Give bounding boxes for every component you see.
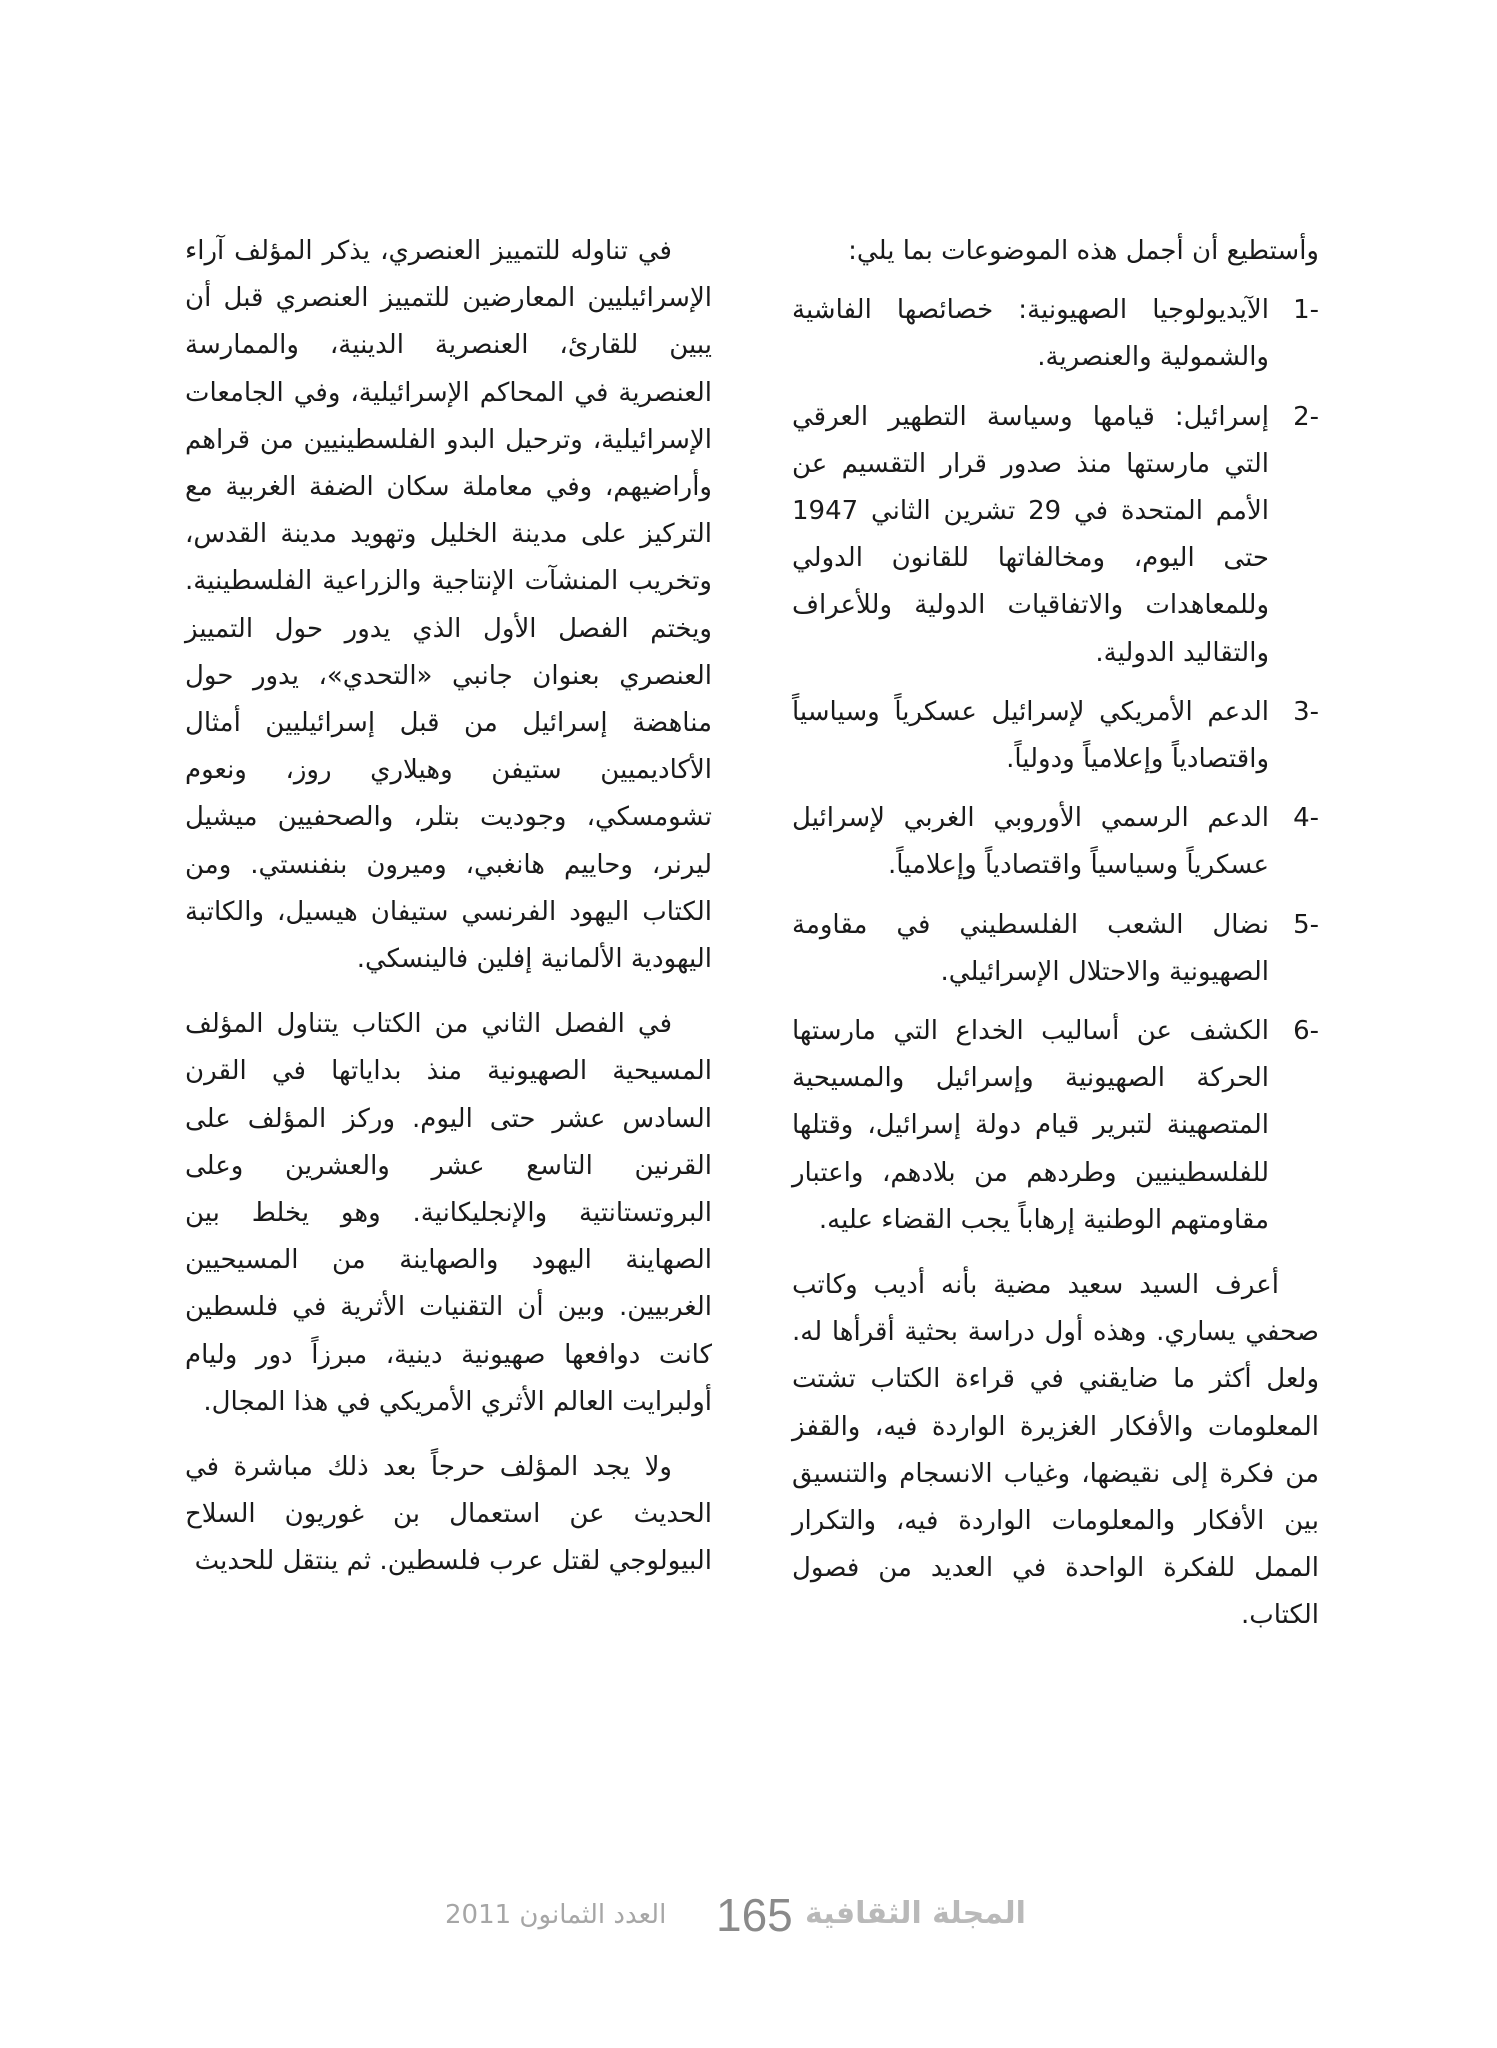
list-item	[792, 287, 1319, 381]
list-text: الدعم الأمريكي لإسرائيل عسكرياً وسياسياً واقتصادياً وإعلامياً ودولياً.	[792, 696, 1269, 775]
list-item	[792, 689, 1319, 783]
list-number: 5-	[1293, 909, 1319, 940]
list-text: الآيديولوجيا الصهيونية: خصائصها الفاشية والشمولية والعنصرية.	[792, 295, 1269, 373]
paragraph: في الفصل الثاني من الكتاب يتناول المؤلف المسيحية الصهيونية منذ بداياتها في القرن السادس عشر حتى اليوم. وركز المؤلف على القرنين التاسع عشر والعشرين وعلى البروتستانتية والإنجليكانية. وهو يخلط بين الصهاينة اليهود والصهاينة من المسيحيين الغربيين. وبين أن التقنيات الأثرية في فلسطين كانت دوافعها صهيونية دينية، مبرزاً دور وليام أولبرايت العالم الأثري الأمريكي في هذا المجال.	[185, 1009, 712, 1417]
paragraph: في تناوله للتمييز العنصري، يذكر المؤلف آراء الإسرائيليين المعارضين للتمييز العنصري قبل أن يبين للقارئ، العنصرية الدينية، والممارسة العنصرية في المحاكم الإسرائيلية، وفي الجامعات الإسرائيلية، وترحيل البدو الفلسطينيين من قراهم وأراضيهم، وفي معاملة سكان الضفة الغربية مع التركيز على مدينة الخليل وتهويد مدينة القدس، وتخريب المنشآت الإنتاجية والزراعية الفلسطينية. ويختم الفصل الأول الذي يدور حول التمييز العنصري بعنوان جانبي «التحدي»، يدور حول مناهضة إسرائيل من قبل إسرائيليين أمثال الأكاديميين ستيفن وهيلاري روز، ونعوم تشومسكي، وجوديت بتلر، والصحفيين ميشيل ليرنر، وحاييم هانغبي، وميرون بنفنستي. ومن الكتاب اليهود الفرنسي ستيفان هيسيل، والكاتبة اليهودية الألمانية إفلين فالينسكي.	[185, 236, 712, 975]
closing-paragraph: أعرف السيد سعيد مضية بأنه أديب وكاتب صحفي يساري. وهذه أول دراسة بحثية أقرأها له. ولعل أكثر ما ضايقني في قراءة الكتاب تشتت المعلومات والأفكار الغزيرة الواردة فيه، والقفز من فكرة إلى نقيضها، وغياب الانسجام والتنسيق بين الأفكار والمعلومات الواردة فيه، والتكرار الممل للفكرة الواحدة في العديد من فصول الكتاب.	[792, 1270, 1319, 1631]
right-column	[792, 228, 1319, 1640]
issue-label: العدد الثمانون 2011	[445, 1900, 667, 1930]
page-footer	[0, 1888, 1497, 1948]
list-item	[792, 1008, 1319, 1244]
list-number: 6-	[1293, 1016, 1319, 1047]
list-number: 1-	[1293, 295, 1319, 326]
list-item	[792, 394, 1319, 677]
list-item	[792, 795, 1319, 889]
page-number: 165	[716, 1889, 793, 1941]
list-number: 3-	[1293, 696, 1319, 727]
left-column	[185, 228, 712, 1586]
topics-list	[792, 287, 1319, 1244]
magazine-name: المجلة الثقافية	[805, 1896, 1026, 1931]
list-text: نضال الشعب الفلسطيني في مقاومة الصهيونية والاحتلال الإسرائيلي.	[792, 909, 1269, 987]
paragraph: ولا يجد المؤلف حرجاً بعد ذلك مباشرة في الحديث عن استعمال بن غوريون السلاح البيولوجي لقتل عرب فلسطين. ثم ينتقل للحديث	[185, 1452, 712, 1577]
list-text: الدعم الرسمي الأوروبي الغربي لإسرائيل عسكرياً وسياسياً واقتصادياً وإعلامياً.	[792, 803, 1269, 881]
list-item	[792, 902, 1319, 996]
list-text: إسرائيل: قيامها وسياسة التطهير العرقي التي مارستها منذ صدور قرار التقسيم عن الأمم المتحدة في 29 تشرين الثاني 1947 حتى اليوم، ومخالفاتها للقانون الدولي وللمعاهدات والاتفاقيات الدولية وللأعراف والتقاليد الدولية.	[792, 401, 1269, 668]
list-number: 4-	[1293, 803, 1319, 834]
list-number: 2-	[1293, 401, 1319, 432]
list-intro: وأستطيع أن أجمل هذه الموضوعات بما يلي:	[848, 236, 1319, 266]
list-text: الكشف عن أساليب الخداع التي مارستها الحركة الصهيونية وإسرائيل والمسيحية المتصهينة لتبرير قيام دولة إسرائيل، وقتلها للفلسطينيين وطردهم من بلادهم، واعتبار مقاومتهم الوطنية إرهاباً يجب القضاء عليه.	[792, 1016, 1269, 1235]
